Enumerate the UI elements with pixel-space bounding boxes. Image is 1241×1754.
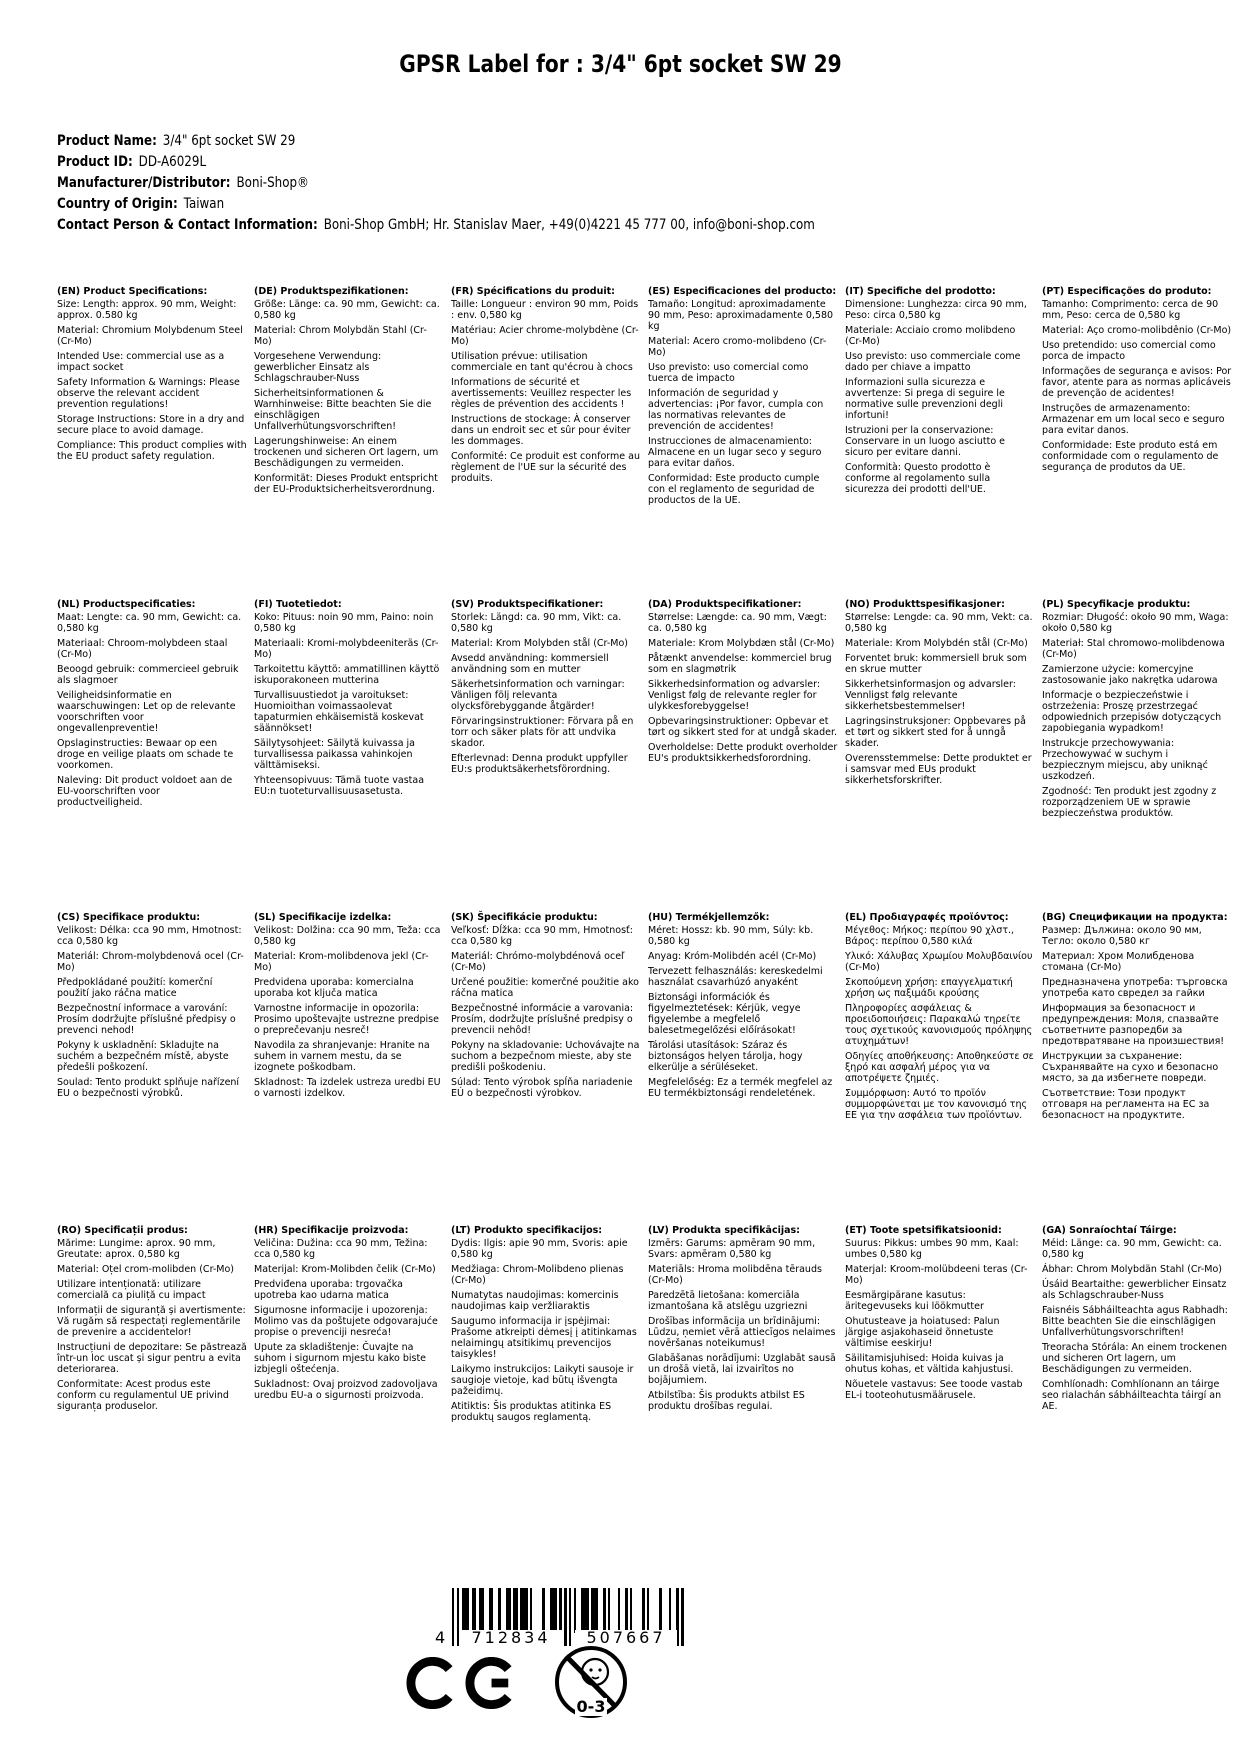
language-block-paragraph: Materjal: Kroom-molübdeeni teras (Cr-Mo) bbox=[845, 1264, 1028, 1286]
age-warning-label: 0-3 bbox=[576, 1697, 606, 1716]
product-info-row bbox=[57, 173, 815, 194]
language-block-paragraph: Σκοπούμενη χρήση: επαγγελματική χρήση ως παξιμάδι κρούσης bbox=[845, 977, 1013, 999]
language-block-title: (NL) Productspecificaties: bbox=[57, 599, 196, 610]
language-block-paragraph: Faisnéis Sábháilteachta agus Rabhadh: Bitte beachten Sie die einschlägigen Unfallverhütungsvorschriften! bbox=[1042, 1305, 1228, 1338]
language-block-title: (ET) Toote spetsifikatsioonid: bbox=[845, 1225, 1002, 1236]
language-block-pt bbox=[1042, 286, 1232, 599]
language-block-paragraph: Materiale: Krom Molybdén stål (Cr-Mo) bbox=[845, 638, 1028, 649]
language-block-paragraph: Lagringsinstruksjoner: Oppbevares på et tørt og sikkert sted for å unngå skader. bbox=[845, 716, 1026, 749]
language-block-paragraph: Størrelse: Lengde: ca. 90 mm, Vekt: ca. 0,580 kg bbox=[845, 612, 1033, 634]
language-block-ga bbox=[1042, 1225, 1232, 1427]
language-block-paragraph: Conformità: Questo prodotto è conforme al regolamento sulla sicurezza dei prodotti dell'UE. bbox=[845, 462, 991, 495]
language-block-title: (SL) Specifikacije izdelka: bbox=[254, 912, 392, 923]
language-block-paragraph: Istruzioni per la conservazione: Conservare in un luogo asciutto e sicuro per evitare danni. bbox=[845, 425, 1006, 458]
product-info-row bbox=[57, 194, 815, 215]
language-block-paragraph: Upute za skladištenje: Čuvajte na suhom i sigurnom mjestu kako biste izbjegli oštećenja. bbox=[254, 1342, 427, 1375]
language-block-title: (IT) Specifiche del prodotto: bbox=[845, 286, 996, 297]
language-block-paragraph: Conformidade: Este produto está em conformidade com o regulamento de segurança de produtos da UE. bbox=[1042, 440, 1219, 473]
language-block-title: (DA) Produktspecifikationer: bbox=[648, 599, 802, 610]
language-block-hr bbox=[254, 1225, 444, 1427]
language-block-nl bbox=[57, 599, 247, 912]
language-block-paragraph: Informazioni sulla sicurezza e avvertenze: Si prega di seguire le normative sulle prevenzioni degli infortuni! bbox=[845, 377, 1005, 421]
product-info-value: Taiwan bbox=[183, 196, 225, 212]
language-block-paragraph: Úsáid Beartaithe: gewerblicher Einsatz als Schlagschrauber-Nuss bbox=[1042, 1279, 1227, 1301]
language-block-paragraph: Material: Aço cromo-molibdênio (Cr-Mo) bbox=[1042, 325, 1232, 336]
language-block-paragraph: Materiál: Chrómo-molybdénová oceľ (Cr-Mo) bbox=[451, 951, 625, 973]
language-block-paragraph: Veličina: Dužina: cca 90 mm, Težina: cca 0,580 kg bbox=[254, 1238, 428, 1260]
language-block-paragraph: Tervezett felhasználás: kereskedelmi használat csavarhúzó anyaként bbox=[648, 966, 823, 988]
language-block-paragraph: Materiale: Krom Molybdæn stål (Cr-Mo) bbox=[648, 638, 835, 649]
language-block-paragraph: Varnostne informacije in opozorila: Prosimo upoštevajte ustrezne predpise o preprečevanju nesreč! bbox=[254, 1003, 439, 1036]
language-block-paragraph: Säkerhetsinformation och varningar: Vänligen följ relevanta olycksförebyggande åtgärder! bbox=[451, 679, 625, 712]
language-block-paragraph: Méid: Länge: ca. 90 mm, Gewicht: ca. 0,580 kg bbox=[1042, 1238, 1222, 1260]
language-block-paragraph: Instrucciones de almacenamiento: Almacene en un lugar seco y seguro para evitar daños. bbox=[648, 436, 822, 469]
language-block-paragraph: Ohutusteave ja hoiatused: Palun järgige asjakohaseid õnnetuste vältimise eeskirju! bbox=[845, 1316, 1000, 1349]
language-block-en bbox=[57, 286, 247, 599]
language-block-paragraph: Informações de segurança e avisos: Por favor, atente para as normas aplicáveis de prevenção de acidentes! bbox=[1042, 366, 1232, 399]
language-block-paragraph: Informații de siguranță și avertismente: Vă rugăm să respectați reglementările de prevenire a accidentelor! bbox=[57, 1305, 246, 1338]
language-block-paragraph: Υλικό: Χάλυβας Χρωμίου Μολυβδαινίου (Cr-Mo) bbox=[845, 951, 1033, 973]
product-info-label: Product ID: bbox=[57, 154, 133, 170]
language-block-paragraph: Medžiaga: Chrom-Molibdeno plienas (Cr-Mo) bbox=[451, 1264, 624, 1286]
language-block-paragraph: Safety Information & Warnings: Please observe the relevant accident prevention regulations! bbox=[57, 377, 240, 410]
language-block-ro bbox=[57, 1225, 247, 1427]
language-block-paragraph: Glabāšanas norādījumi: Uzglabāt sausā un drošā vietā, lai izvairītos no bojājumiem. bbox=[648, 1353, 836, 1386]
language-block-paragraph: Drošības informācija un brīdinājumi: Lūdzu, ņemiet vērā attiecīgos nelaimes novēršanas noteikumus! bbox=[648, 1316, 836, 1349]
language-block-paragraph: Информация за безопасност и предупреждения: Моля, спазвайте съответните разпоредби за предотвратяване на произшествия! bbox=[1042, 1003, 1225, 1047]
language-block-paragraph: Conformitate: Acest produs este conform cu regulamentul UE privind siguranța produselor. bbox=[57, 1379, 229, 1412]
language-block-paragraph: Información de seguridad y advertencias: ¡Por favor, cumpla con las normativas relevantes de prevención de accidentes! bbox=[648, 388, 824, 432]
language-block-paragraph: Instrucțiuni de depozitare: Se păstrează într-un loc uscat și sigur pentru a evita deteriorarea. bbox=[57, 1342, 247, 1375]
language-block-paragraph: Tarkoitettu käyttö: ammatillinen käyttö iskuporakoneen mutterina bbox=[254, 664, 440, 686]
barcode-bar bbox=[681, 1588, 683, 1646]
language-block-title: (PL) Specyfikacje produktu: bbox=[1042, 599, 1191, 610]
language-block-title: (EN) Product Specifications: bbox=[57, 286, 208, 297]
language-block-paragraph: Forventet bruk: kommersiell bruk som en skrue mutter bbox=[845, 653, 1027, 675]
language-block-paragraph: Predviđena uporaba: trgovačka upotreba kao udarna matica bbox=[254, 1279, 403, 1301]
language-block-paragraph: Mărime: Lungime: aprox. 90 mm, Greutate: aprox. 0,580 kg bbox=[57, 1238, 216, 1260]
language-block-paragraph: Velikost: Dolžina: cca 90 mm, Teža: cca 0,580 kg bbox=[254, 925, 441, 947]
language-block-paragraph: Intended Use: commercial use as a impact socket bbox=[57, 351, 225, 373]
language-block-paragraph: Material: Acero cromo-molibdeno (Cr-Mo) bbox=[648, 336, 827, 358]
language-block-paragraph: Größe: Länge: ca. 90 mm, Gewicht: ca. 0,580 kg bbox=[254, 299, 440, 321]
language-block-paragraph: Οδηγίες αποθήκευσης: Αποθηκεύστε σε ξηρό και ασφαλή μέρος για να αποτρέψετε ζημιές. bbox=[845, 1051, 1034, 1084]
language-block-paragraph: Yhteensopivuus: Tämä tuote vastaa EU:n tuoteturvallisuusasetusta. bbox=[254, 775, 425, 797]
language-block-title: (EL) Προδιαγραφές προϊόντος: bbox=[845, 912, 1009, 923]
language-block-paragraph: Megfelelőség: Ez a termék megfelel az EU termékbiztonsági rendeletének. bbox=[648, 1077, 833, 1099]
language-block-fi bbox=[254, 599, 444, 912]
language-block-paragraph: Zgodność: Ten produkt jest zgodny z rozporządzeniem UE w sprawie bezpieczeństwa produktów. bbox=[1042, 786, 1217, 819]
language-block-paragraph: Zamierzone użycie: komercyjne zastosowanie jako nakrętka udarowa bbox=[1042, 664, 1218, 686]
language-block-title: (GA) Sonraíochtaí Táirge: bbox=[1042, 1225, 1177, 1236]
language-block-paragraph: Materiale: Acciaio cromo molibdeno (Cr-Mo) bbox=[845, 325, 1016, 347]
language-block-sv bbox=[451, 599, 641, 912]
language-block-pl bbox=[1042, 599, 1232, 912]
language-block-paragraph: Efterlevnad: Denna produkt uppfyller EU:s produktsäkerhetsförordning. bbox=[451, 753, 628, 775]
language-block-title: (HU) Termékjellemzők: bbox=[648, 912, 770, 923]
language-block-paragraph: Uso previsto: uso comercial como tuerca de impacto bbox=[648, 362, 809, 384]
language-block-paragraph: Koko: Pituus: noin 90 mm, Paino: noin 0,580 kg bbox=[254, 612, 434, 634]
language-block-paragraph: Eesmärgipärane kasutus: äritegevuseks kui löökmutter bbox=[845, 1290, 984, 1312]
page-title: GPSR Label for : 3/4" 6pt socket SW 29 bbox=[399, 50, 842, 78]
language-block-it bbox=[845, 286, 1035, 599]
language-block-paragraph: Utilizare intenționată: utilizare comercială ca piuliță cu impact bbox=[57, 1279, 206, 1301]
language-block-paragraph: Anyag: Króm-Molibdén acél (Cr-Mo) bbox=[648, 951, 817, 962]
language-block-paragraph: Материал: Хром Молибденова стомана (Cr-Mo) bbox=[1042, 951, 1195, 973]
language-block-paragraph: Materiaal: Chroom-molybdeen staal (Cr-Mo) bbox=[57, 638, 228, 660]
language-block-paragraph: Tárolási utasítások: Száraz és biztonságos helyen tárolja, hogy elkerülje a sérüléseket. bbox=[648, 1040, 803, 1073]
language-block-paragraph: Konformität: Dieses Produkt entspricht der EU-Produktsicherheitsverordnung. bbox=[254, 473, 438, 495]
product-info-value: 3/4" 6pt socket SW 29 bbox=[162, 133, 296, 149]
language-block-paragraph: Předpokládané použití: komerční použití jako ráčna matice bbox=[57, 977, 213, 999]
barcode bbox=[435, 1588, 700, 1650]
barcode-digits-right: 507667 bbox=[575, 1630, 677, 1646]
language-block-paragraph: Matériau: Acier chrome-molybdène (Cr-Mo) bbox=[451, 325, 639, 347]
language-block-title: (ES) Especificaciones del producto: bbox=[648, 286, 837, 297]
language-block-title: (LT) Produkto specifikacijos: bbox=[451, 1225, 603, 1236]
language-block-paragraph: Instructions de stockage: À conserver dans un endroit sec et sûr pour éviter les dommages. bbox=[451, 414, 631, 447]
language-block-paragraph: Material: Chromium Molybdenum Steel (Cr-Mo) bbox=[57, 325, 243, 347]
language-block-paragraph: Μέγεθος: Μήκος: περίπου 90 χλστ., Βάρος: περίπου 0,580 κιλά bbox=[845, 925, 1015, 947]
language-block-paragraph: Atitiktis: Šis produktas atitinka ES produktų saugos reglamentą. bbox=[451, 1401, 612, 1423]
language-block-paragraph: Comhlíonadh: Comhlíonann an táirge seo rialachán sábháilteachta táirgí an AE. bbox=[1042, 1379, 1222, 1412]
language-block-paragraph: Vorgesehene Verwendung: gewerblicher Einsatz als Schlagschrauber-Nuss bbox=[254, 351, 382, 384]
language-block-paragraph: Pokyny na skladovanie: Uchovávajte na suchom a bezpečnom mieste, aby ste predišli poškodeniu. bbox=[451, 1040, 640, 1073]
language-block-paragraph: Tamanho: Comprimento: cerca de 90 mm, Peso: cerca de 0,580 kg bbox=[1042, 299, 1219, 321]
language-block-paragraph: Predvidena uporaba: komercialna uporaba kot ključa matica bbox=[254, 977, 414, 999]
language-block-paragraph: Overholdelse: Dette produkt overholder EU's produktsikkerhedsforordning. bbox=[648, 742, 838, 764]
language-block-lt bbox=[451, 1225, 641, 1427]
age-warning-icon bbox=[551, 1642, 631, 1724]
ce-mark-icon bbox=[405, 1657, 523, 1709]
language-block-paragraph: Beoogd gebruik: commercieel gebruik als slagmoer bbox=[57, 664, 239, 686]
language-block-title: (SK) Špecifikácie produktu: bbox=[451, 912, 598, 923]
language-block-paragraph: Conformité: Ce produit est conforme au règlement de l'UE sur la sécurité des produits. bbox=[451, 451, 640, 484]
language-block-paragraph: Sigurnosne informacije i upozorenja: Molimo vas da poštujete odgovarajuće propise o prevenciji nesreća! bbox=[254, 1305, 438, 1338]
language-block-title: (FI) Tuotetiedot: bbox=[254, 599, 342, 610]
language-block-paragraph: Materiál: Chrom-molybdenová ocel (Cr-Mo) bbox=[57, 951, 244, 973]
language-block-paragraph: Säilytysohjeet: Säilytä kuivassa ja turvallisessa paikassa vahinkojen välttämiseksi. bbox=[254, 738, 415, 771]
product-info-value: Boni-Shop® bbox=[236, 175, 309, 191]
language-block-no bbox=[845, 599, 1035, 912]
product-info-label: Manufacturer/Distributor: bbox=[57, 175, 231, 191]
language-block-paragraph: Méret: Hossz: kb. 90 mm, Súly: kb. 0,580 kg bbox=[648, 925, 814, 947]
language-block-paragraph: Saugumo informacija ir įspėjimai: Prašome atkreipti dėmesį į atitinkamas nelaimingų atsitikimų prevencijos taisykles! bbox=[451, 1316, 637, 1360]
language-block-paragraph: Informacje o bezpieczeństwie i ostrzeżenia: Proszę przestrzegać odpowiednich przepisów dotyczących zapobiegania wypadkom! bbox=[1042, 690, 1222, 734]
language-block-title: (RO) Specificații produs: bbox=[57, 1225, 188, 1236]
language-block-title: (NO) Produkttspesifikasjoner: bbox=[845, 599, 1005, 610]
language-block-title: (CS) Specifikace produktu: bbox=[57, 912, 201, 923]
language-block-paragraph: Sukladnost: Ovaj proizvod zadovoljava uredbu EU-a o sigurnosti proizvoda. bbox=[254, 1379, 438, 1401]
language-block-paragraph: Súlad: Tento výrobok spĺňa nariadenie EÚ o bezpečnosti výrobkov. bbox=[451, 1077, 633, 1099]
language-block-paragraph: Pokyny k uskladnění: Skladujte na suchém a bezpečném místě, abyste předešli poškození. bbox=[57, 1040, 229, 1073]
language-block-paragraph: Uso pretendido: uso comercial como porca de impacto bbox=[1042, 340, 1216, 362]
product-info-value: DD-A6029L bbox=[138, 154, 207, 170]
language-block-paragraph: Soulad: Tento produkt splňuje nařízení EU o bezpečnosti výrobků. bbox=[57, 1077, 240, 1099]
language-block-sl bbox=[254, 912, 444, 1225]
language-block-paragraph: Material: Chrom Molybdän Stahl (Cr-Mo) bbox=[254, 325, 427, 347]
language-block-paragraph: Πληροφορίες ασφάλειας & προειδοποιήσεις: Παρακαλώ τηρείτε τους σχετικούς κανονισμούς πρόληψης ατυχημάτων! bbox=[845, 1003, 1033, 1047]
language-block-paragraph: Предназначена употреба: търговска употреба като свредел за гайки bbox=[1042, 977, 1228, 999]
language-block-bg bbox=[1042, 912, 1232, 1225]
language-block-paragraph: Säilitamisjuhised: Hoida kuivas ja ohutus kohas, et vältida kahjustusi. bbox=[845, 1353, 1014, 1375]
barcode-digit-system: 4 bbox=[435, 1628, 446, 1647]
language-block-paragraph: Συμμόρφωση: Αυτό το προϊόν συμμορφώνεται με τον κανονισμό της ΕΕ για την ασφάλεια των προϊόντων. bbox=[845, 1088, 1028, 1121]
language-block-title: (PT) Especificações do produto: bbox=[1042, 286, 1212, 297]
language-block-paragraph: Påtænkt anvendelse: kommerciel brug som en slagmøtrik bbox=[648, 653, 832, 675]
language-block-paragraph: Съответствие: Този продукт отговаря на регламента на ЕС за безопасност на продуктите. bbox=[1042, 1088, 1210, 1121]
language-block-paragraph: Ábhar: Chrom Molybdän Stahl (Cr-Mo) bbox=[1042, 1264, 1222, 1275]
language-block-es bbox=[648, 286, 838, 599]
language-block-paragraph: Velikost: Délka: cca 90 mm, Hmotnost: cca 0,580 kg bbox=[57, 925, 242, 947]
language-block-paragraph: Atbilstība: Šis produkts atbilst ES produktu drošības regulai. bbox=[648, 1390, 805, 1412]
language-block-paragraph: Storage Instructions: Store in a dry and secure place to avoid damage. bbox=[57, 414, 245, 436]
language-block-fr bbox=[451, 286, 641, 599]
language-block-paragraph: Veľkosť: Dĺžka: cca 90 mm, Hmotnosť: cca 0,580 kg bbox=[451, 925, 633, 947]
language-block-paragraph: Materiāls: Hroma molibdēna tērauds (Cr-Mo) bbox=[648, 1264, 822, 1286]
language-block-paragraph: Sikkerhetsinformasjon og advarsler: Vennligst følg relevante sikkerhetsbestemmelser! bbox=[845, 679, 1016, 712]
language-block-paragraph: Rozmiar: Długość: około 90 mm, Waga: około 0,580 kg bbox=[1042, 612, 1229, 634]
language-block-title: (FR) Spécifications du produit: bbox=[451, 286, 615, 297]
language-block-paragraph: Uso previsto: uso commerciale come dado per chiave a impatto bbox=[845, 351, 1021, 373]
language-block-paragraph: Förvaringsinstruktioner: Förvara på en torr och säker plats för att undvika skador. bbox=[451, 716, 634, 749]
language-block-paragraph: Bezpečnostní informace a varování: Prosím dodržujte příslušné předpisy o prevenci nehod! bbox=[57, 1003, 236, 1036]
language-block-paragraph: Overensstemmelse: Dette produktet er i samsvar med EUs produkt sikkerhetsforskrifter. bbox=[845, 753, 1032, 786]
language-block-paragraph: Paredzētā lietošana: komerciāla izmantošana kā atslēgu uzgriezni bbox=[648, 1290, 808, 1312]
language-block-paragraph: Størrelse: Længde: ca. 90 mm, Vægt: ca. 0,580 kg bbox=[648, 612, 827, 634]
product-info-label: Country of Origin: bbox=[57, 196, 178, 212]
language-block-paragraph: Tamaño: Longitud: aproximadamente 90 mm, Peso: aproximadamente 0,580 kg bbox=[648, 299, 834, 332]
product-info-row bbox=[57, 131, 815, 152]
language-block-title: (HR) Specifikacije proizvoda: bbox=[254, 1225, 409, 1236]
language-block-paragraph: Určené použitie: komerčné použitie ako ráčna matica bbox=[451, 977, 639, 999]
language-block-paragraph: Compliance: This product complies with the EU product safety regulation. bbox=[57, 440, 247, 462]
language-block-paragraph: Opslaginstructies: Bewaar op een droge en veilige plaats om schade te voorkomen. bbox=[57, 738, 234, 771]
language-block-title: (LV) Produkta specifikācijas: bbox=[648, 1225, 800, 1236]
language-block-paragraph: Bezpečnostné informácie a varovania: Prosím, dodržujte príslušné predpisy o prevencii nehôd! bbox=[451, 1003, 634, 1036]
language-block-cs bbox=[57, 912, 247, 1225]
language-block-paragraph: Lagerungshinweise: An einem trockenen und sicheren Ort lagern, um Beschädigungen zu vermeiden. bbox=[254, 436, 439, 469]
product-info bbox=[57, 131, 815, 236]
language-block-paragraph: Materiaali: Kromi-molybdeeniteräs (Cr-Mo) bbox=[254, 638, 439, 660]
language-block-paragraph: Material: Krom-molibdenova jekl (Cr-Mo) bbox=[254, 951, 429, 973]
language-block-paragraph: Dydis: Ilgis: apie 90 mm, Svoris: apie 0,580 kg bbox=[451, 1238, 628, 1260]
language-block-de bbox=[254, 286, 444, 599]
language-block-paragraph: Materiał: Stal chromowo-molibdenowa (Cr-Mo) bbox=[1042, 638, 1225, 660]
language-block-paragraph: Maat: Lengte: ca. 90 mm, Gewicht: ca. 0,580 kg bbox=[57, 612, 242, 634]
language-block-title: (DE) Produktspezifikationen: bbox=[254, 286, 409, 297]
language-blocks-grid bbox=[57, 286, 1237, 1427]
product-info-value: Boni-Shop GmbH; Hr. Stanislav Maer, +49(0)4221 45 777 00, info@boni-shop.com bbox=[323, 217, 815, 233]
product-info-row bbox=[57, 215, 815, 236]
language-block-paragraph: Sicherheitsinformationen & Warnhinweise: Bitte beachten Sie die einschlägigen Unfallverhütungsvorschriften! bbox=[254, 388, 432, 432]
language-block-sk bbox=[451, 912, 641, 1225]
language-block-paragraph: Suurus: Pikkus: umbes 90 mm, Kaal: umbes 0,580 kg bbox=[845, 1238, 1019, 1260]
language-block-paragraph: Инструкции за съхранение: Съхранявайте на сухо и безопасно място, за да избегнете повреди. bbox=[1042, 1051, 1219, 1084]
language-block-paragraph: Izmērs: Garums: apmēram 90 mm, Svars: apmēram 0,580 kg bbox=[648, 1238, 816, 1260]
language-block-paragraph: Materijal: Krom-Molibden čelik (Cr-Mo) bbox=[254, 1264, 436, 1275]
language-block-paragraph: Размер: Дължина: около 90 мм, Тегло: около 0,580 кг bbox=[1042, 925, 1202, 947]
language-block-paragraph: Opbevaringsinstruktioner: Opbevar et tørt og sikkert sted for at undgå skader. bbox=[648, 716, 837, 738]
language-block-paragraph: Naleving: Dit product voldoet aan de EU-voorschriften voor productveiligheid. bbox=[57, 775, 233, 808]
language-block-paragraph: Turvallisuustiedot ja varoitukset: Huomioithan voimassaolevat tapaturmien ehkäisemistä koskevat säännökset! bbox=[254, 690, 424, 734]
language-block-paragraph: Size: Length: approx. 90 mm, Weight: approx. 0.580 kg bbox=[57, 299, 237, 321]
language-block-et bbox=[845, 1225, 1035, 1427]
language-block-paragraph: Nõuetele vastavus: See toode vastab EL-i tooteohutusmäärusele. bbox=[845, 1379, 1023, 1401]
language-block-paragraph: Avsedd användning: kommersiell användning som en mutter bbox=[451, 653, 609, 675]
language-block-paragraph: Instruções de armazenamento: Armazenar em um local seco e seguro para evitar danos. bbox=[1042, 403, 1225, 436]
language-block-paragraph: Sikkerhedsinformation og advarsler: Venligst følg de relevante regler for ulykkesforebyggelse! bbox=[648, 679, 821, 712]
product-info-label: Product Name: bbox=[57, 133, 157, 149]
language-block-paragraph: Material: Oțel crom-molibden (Cr-Mo) bbox=[57, 1264, 235, 1275]
language-block-paragraph: Storlek: Längd: ca. 90 mm, Vikt: ca. 0,580 kg bbox=[451, 612, 622, 634]
language-block-title: (SV) Produktspecifikationer: bbox=[451, 599, 604, 610]
language-block-da bbox=[648, 599, 838, 912]
language-block-paragraph: Navodila za shranjevanje: Hranite na suhem in varnem mestu, da se izognete poškodbam. bbox=[254, 1040, 430, 1073]
barcode-digits-left: 712834 bbox=[460, 1630, 562, 1646]
language-block-lv bbox=[648, 1225, 838, 1427]
language-block-paragraph: Numatytas naudojimas: komercinis naudojimas kaip veržliaraktis bbox=[451, 1290, 619, 1312]
language-block-paragraph: Utilisation prévue: utilisation commerciale en tant qu'écrou à chocs bbox=[451, 351, 633, 373]
language-block-paragraph: Material: Krom Molybden stål (Cr-Mo) bbox=[451, 638, 628, 649]
baby-face-icon bbox=[582, 1659, 608, 1685]
language-block-title: (BG) Спецификации на продукта: bbox=[1042, 912, 1228, 923]
language-block-paragraph: Dimensione: Lunghezza: circa 90 mm, Peso: circa 0,580 kg bbox=[845, 299, 1027, 321]
product-info-row bbox=[57, 152, 815, 173]
language-block-el bbox=[845, 912, 1035, 1225]
product-info-label: Contact Person & Contact Information: bbox=[57, 217, 318, 233]
language-block-paragraph: Taille: Longueur : environ 90 mm, Poids : env. 0,580 kg bbox=[451, 299, 639, 321]
language-block-paragraph: Instrukcje przechowywania: Przechowywać w suchym i bezpiecznym miejscu, aby uniknąć uszkodzeń. bbox=[1042, 738, 1208, 782]
language-block-hu bbox=[648, 912, 838, 1225]
language-block-paragraph: Laikymo instrukcijos: Laikyti sausoje ir saugioje vietoje, kad būtų išvengta pažeidimų. bbox=[451, 1364, 634, 1397]
language-block-paragraph: Biztonsági információk és figyelmeztetések: Kérjük, vegye figyelembe a megfelelő balesetmegelőzési előírásokat! bbox=[648, 992, 801, 1036]
language-block-paragraph: Conformidad: Este producto cumple con el reglamento de seguridad de productos de la UE. bbox=[648, 473, 820, 506]
language-block-paragraph: Informations de sécurité et avertissements: Veuillez respecter les règles de prévention des accidents ! bbox=[451, 377, 632, 410]
language-block-paragraph: Treoracha Stórála: An einem trockenen und sicheren Ort lagern, um Beschädigungen zu vermeiden. bbox=[1042, 1342, 1228, 1375]
language-block-paragraph: Veiligheidsinformatie en waarschuwingen: Let op de relevante voorschriften voor ongevallenpreventie! bbox=[57, 690, 236, 734]
language-block-paragraph: Skladnost: Ta izdelek ustreza uredbi EU o varnosti izdelkov. bbox=[254, 1077, 441, 1099]
